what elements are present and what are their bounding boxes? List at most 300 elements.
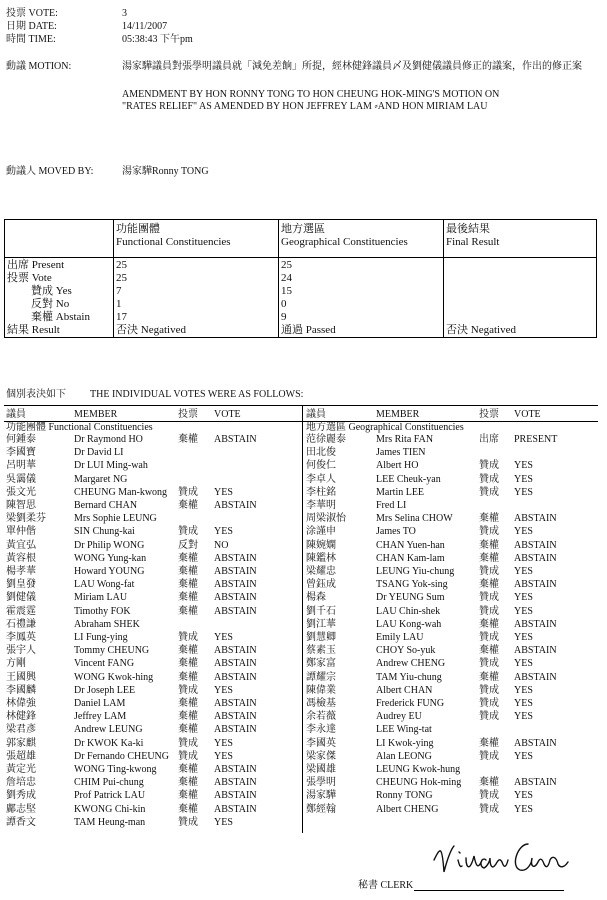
gc-member-name-en: Alan LEONG: [376, 750, 432, 762]
gc-member-name-en: Albert HO: [376, 460, 419, 472]
gc-vote-en: YES: [514, 526, 533, 538]
fc-row: [6, 526, 306, 538]
gc-vote-zh: 棄權: [479, 579, 499, 591]
fc-member-name-zh: 劉健儀: [6, 592, 36, 604]
summary-col-gc: [279, 220, 444, 258]
gc-member-name-en: LEUNG Yiu-chung: [376, 566, 455, 577]
fc-member-name-en: Andrew LEUNG: [74, 724, 143, 736]
fc-vote-zh: 贊成: [178, 750, 198, 762]
fc-member-name-en: Abraham SHEK: [74, 618, 140, 630]
fc-member-name-en: WONG Yung-kan: [74, 552, 147, 564]
gc-vote-en: YES: [514, 790, 533, 802]
fc-vote-zh: 棄權: [178, 711, 198, 723]
summary-final-row-2: [446, 285, 594, 298]
fc-vote-zh: 棄權: [178, 605, 198, 617]
fc-vote-en: YES: [214, 632, 233, 643]
fc-vote-en: ABSTAIN: [214, 566, 257, 577]
col-fc-en: Functional Constituencies: [116, 236, 231, 248]
gc-member-name-zh: 陳偉業: [306, 684, 336, 696]
fc-col-vote-zh: 投票: [178, 409, 198, 420]
summary-label-row-4: 棄權 Abstain: [31, 311, 90, 323]
gc-vote-zh: 贊成: [479, 592, 499, 604]
fc-member-name-en: Dr Joseph LEE: [74, 684, 136, 696]
fc-member-name-zh: 郭家麒: [6, 737, 36, 749]
gc-vote-zh: 棄權: [479, 552, 499, 564]
fc-vote-en: ABSTAIN: [214, 658, 257, 670]
summary-gc-row-3: 0: [281, 298, 287, 310]
gc-vote-en: ABSTAIN: [514, 671, 557, 683]
summary-label-row-1: 投票 Vote: [7, 272, 52, 284]
gc-vote-en: YES: [514, 711, 533, 723]
gc-member-name-en: Fred LI: [376, 500, 407, 511]
summary-gc-cell: [279, 258, 444, 338]
fc-row: [6, 738, 306, 750]
fc-member-name-zh: 李國寶: [6, 447, 36, 459]
fc-row: [6, 592, 306, 604]
gc-member-name-en: LEE Cheuk-yan: [376, 473, 441, 485]
gc-row: [306, 434, 606, 446]
fc-vote-en: YES: [214, 750, 233, 762]
fc-row: [6, 711, 306, 723]
gc-vote-zh: 贊成: [479, 711, 499, 723]
fc-col-member-zh: 議員: [6, 409, 26, 420]
fc-row: [6, 790, 306, 802]
fc-vote-en: ABSTAIN: [214, 698, 257, 709]
gc-row: [306, 764, 606, 776]
gc-vote-en: YES: [514, 566, 533, 577]
fc-vote-zh: 棄權: [178, 803, 198, 815]
gc-vote-en: YES: [514, 632, 533, 643]
fc-row: [6, 474, 306, 486]
fc-member-name-zh: 呂明華: [6, 460, 36, 472]
fc-vote-en: ABSTAIN: [214, 711, 257, 723]
fc-member-name-en: Margaret NG: [74, 473, 128, 485]
fc-row: [6, 698, 306, 710]
gc-row: [306, 790, 606, 802]
gc-vote-en: YES: [514, 486, 533, 498]
fc-vote-en: ABSTAIN: [214, 434, 257, 445]
gc-row: [306, 804, 606, 816]
fc-section-heading: 功能團體 Functional Constituencies: [6, 422, 153, 433]
fc-row: [6, 685, 306, 697]
summary-label-row-5: 結果 Result: [7, 324, 60, 336]
summary-col-final: [444, 220, 597, 258]
fc-vote-en: ABSTAIN: [214, 645, 257, 657]
date-value: 14/11/2007: [122, 21, 168, 32]
summary-label-row-2: 贊成 Yes: [31, 285, 72, 297]
fc-row: [6, 817, 306, 829]
gc-member-name-zh: 李柱銘: [306, 486, 336, 498]
fc-row: [6, 619, 306, 631]
gc-member-name-zh: 鄭家富: [306, 658, 336, 670]
gc-row: [306, 751, 606, 763]
clerk-label: 秘書 CLERK: [358, 880, 414, 891]
time-label: 時間 TIME:: [6, 34, 56, 45]
gc-vote-zh: 贊成: [479, 486, 499, 498]
summary-body-row: [5, 258, 597, 338]
gc-col-member-en: MEMBER: [376, 409, 420, 420]
gc-row: [306, 592, 606, 604]
gc-member-name-zh: 何俊仁: [306, 460, 336, 472]
gc-vote-en: YES: [514, 658, 533, 670]
motion-text-en-line2: "RATES RELIEF" AS AMENDED BY HON JEFFREY LAM ⸗AND HON MIRIAM LAU: [122, 101, 488, 112]
col-gc-en: Geographical Constituencies: [281, 236, 408, 248]
fc-member-name-zh: 劉秀成: [6, 790, 36, 802]
fc-vote-zh: 棄權: [178, 698, 198, 709]
fc-vote-zh: 棄權: [178, 658, 198, 670]
summary-final-cell: [444, 258, 597, 338]
gc-member-name-en: LAU Kong-wah: [376, 618, 442, 630]
fc-row: [6, 632, 306, 644]
moved-by-value: 湯家驊Ronny TONG: [122, 166, 209, 177]
fc-member-name-en: Dr Philip WONG: [74, 539, 145, 551]
gc-vote-en: YES: [514, 698, 533, 709]
gc-member-name-zh: 鄭經翰: [306, 803, 336, 815]
gc-vote-zh: 贊成: [479, 460, 499, 472]
fc-row: [6, 645, 306, 657]
moved-by-label: 動議人 MOVED BY:: [6, 166, 94, 177]
gc-vote-en: PRESENT: [514, 434, 558, 445]
gc-member-name-en: Martin LEE: [376, 486, 425, 498]
gc-member-name-zh: 劉千石: [306, 605, 336, 617]
gc-row: [306, 526, 606, 538]
gc-col-vote-en: VOTE: [514, 409, 541, 420]
fc-vote-zh: 棄權: [178, 764, 198, 775]
vote-value: 3: [122, 8, 127, 19]
fc-member-name-en: Prof Patrick LAU: [74, 790, 146, 802]
gc-section-heading: 地方選區 Geographical Constituencies: [306, 422, 464, 433]
gc-vote-en: YES: [514, 803, 533, 815]
gc-member-name-zh: 李卓人: [306, 473, 336, 485]
fc-member-name-zh: 黃容根: [6, 552, 36, 564]
gc-member-name-en: LEE Wing-tat: [376, 724, 432, 736]
fc-row: [6, 658, 306, 670]
gc-vote-zh: 棄權: [479, 618, 499, 630]
gc-col-vote-zh: 投票: [479, 409, 499, 420]
gc-member-name-en: CHAN Yuen-han: [376, 539, 445, 551]
fc-member-name-en: SIN Chung-kai: [74, 526, 135, 538]
summary-col-fc: [114, 220, 279, 258]
gc-vote-en: ABSTAIN: [514, 539, 557, 551]
summary-fc-row-3: 1: [116, 298, 122, 310]
fc-member-name-en: LAU Wong-fat: [74, 579, 135, 591]
fc-member-name-zh: 詹培忠: [6, 777, 36, 789]
fc-member-name-en: Tommy CHEUNG: [74, 645, 150, 657]
fc-member-name-zh: 吳靄儀: [6, 473, 36, 485]
gc-row: [306, 579, 606, 591]
gc-vote-zh: 贊成: [479, 684, 499, 696]
individual-title-zh: 個別表決如下: [6, 389, 66, 400]
fc-member-name-zh: 張超雄: [6, 750, 36, 762]
fc-vote-zh: 棄權: [178, 790, 198, 802]
gc-row: [306, 672, 606, 684]
fc-vote-en: YES: [214, 486, 233, 498]
gc-vote-zh: 贊成: [479, 750, 499, 762]
gc-member-name-zh: 楊森: [306, 592, 326, 604]
gc-vote-en: YES: [514, 750, 533, 762]
gc-row: [306, 724, 606, 736]
fc-member-name-zh: 王國興: [6, 671, 36, 683]
fc-member-name-en: WONG Kwok-hing: [74, 671, 154, 683]
fc-vote-en: NO: [214, 539, 229, 551]
fc-row: [6, 513, 306, 525]
motion-text-en-line1: AMENDMENT BY HON RONNY TONG TO HON CHEUNG HOK-MING'S MOTION ON: [122, 89, 500, 100]
fc-member-name-zh: 單仲偕: [6, 526, 36, 538]
fc-member-name-en: Vincent FANG: [74, 658, 135, 670]
gc-vote-zh: 贊成: [479, 632, 499, 643]
fc-vote-en: ABSTAIN: [214, 592, 257, 604]
fc-member-name-zh: 鄺志堅: [6, 803, 36, 815]
fc-vote-zh: 棄權: [178, 592, 198, 604]
gc-member-name-en: Albert CHENG: [376, 803, 439, 815]
gc-row: [306, 658, 606, 670]
fc-vote-zh: 贊成: [178, 632, 198, 643]
fc-vote-en: ABSTAIN: [214, 724, 257, 736]
gc-vote-zh: 棄權: [479, 645, 499, 657]
gc-vote-en: ABSTAIN: [514, 618, 557, 630]
gc-vote-zh: 贊成: [479, 473, 499, 485]
gc-member-name-zh: 張學明: [306, 777, 336, 789]
col-final-zh: 最後結果: [446, 223, 490, 235]
col-fc-zh: 功能團體: [116, 223, 160, 235]
gc-vote-zh: 贊成: [479, 566, 499, 577]
gc-vote-en: YES: [514, 592, 533, 604]
fc-member-name-zh: 林健鋒: [6, 711, 36, 723]
fc-member-name-zh: 張宇人: [6, 645, 36, 657]
fc-member-name-en: Dr David LI: [74, 447, 124, 459]
fc-vote-en: ABSTAIN: [214, 764, 257, 775]
gc-member-name-zh: 余若薇: [306, 711, 336, 723]
time-value: 05:38:43 下午pm: [122, 34, 193, 45]
gc-row: [306, 566, 606, 578]
vote-label: 投票 VOTE:: [6, 8, 58, 19]
gc-row: [306, 447, 606, 459]
fc-vote-zh: 棄權: [178, 645, 198, 657]
gc-member-name-en: CHAN Kam-lam: [376, 552, 445, 564]
gc-vote-zh: 棄權: [479, 777, 499, 789]
fc-row: [6, 606, 306, 618]
gc-member-name-zh: 李永達: [306, 724, 336, 736]
fc-row: [6, 553, 306, 565]
fc-member-name-en: Dr LUI Ming-wah: [74, 460, 148, 472]
fc-vote-zh: 棄權: [178, 500, 198, 511]
fc-member-name-en: CHIM Pui-chung: [74, 777, 144, 789]
fc-member-name-zh: 陳智思: [6, 500, 36, 511]
clerk-signature: [432, 838, 572, 878]
gc-vote-en: YES: [514, 684, 533, 696]
fc-vote-en: ABSTAIN: [214, 579, 257, 591]
gc-row: [306, 553, 606, 565]
fc-vote-en: YES: [214, 526, 233, 538]
summary-final-row-5: 否決 Negatived: [446, 324, 516, 336]
col-final-en: Final Result: [446, 236, 500, 248]
gc-col-member-zh: 議員: [306, 409, 326, 420]
fc-member-name-en: WONG Ting-kwong: [74, 764, 157, 775]
summary-fc-row-5: 否決 Negatived: [116, 324, 186, 336]
fc-member-name-zh: 黃定光: [6, 764, 36, 775]
gc-vote-zh: 贊成: [479, 526, 499, 538]
fc-vote-zh: 棄權: [178, 579, 198, 591]
summary-fc-row-0: 25: [116, 259, 127, 271]
fc-member-name-zh: 譚香文: [6, 816, 36, 828]
gc-member-name-zh: 梁耀忠: [306, 566, 336, 577]
fc-member-name-zh: 梁君彥: [6, 724, 36, 736]
gc-row: [306, 777, 606, 789]
fc-member-name-en: KWONG Chi-kin: [74, 803, 146, 815]
date-label: 日期 DATE:: [6, 21, 57, 32]
gc-row: [306, 685, 606, 697]
gc-row: [306, 500, 606, 512]
gc-vote-zh: 贊成: [479, 605, 499, 617]
summary-fc-row-1: 25: [116, 272, 127, 284]
fc-row: [6, 804, 306, 816]
fc-member-name-zh: 方剛: [6, 658, 26, 670]
fc-vote-zh: 贊成: [178, 526, 198, 538]
fc-row: [6, 724, 306, 736]
summary-gc-row-4: 9: [281, 311, 287, 323]
fc-member-name-zh: 李國麟: [6, 684, 36, 696]
summary-gc-row-0: 25: [281, 259, 292, 271]
summary-gc-row-1: 24: [281, 272, 292, 284]
gc-member-name-zh: 范徐麗泰: [306, 434, 346, 445]
gc-member-name-en: LI Kwok-ying: [376, 737, 434, 749]
gc-member-name-zh: 曾鈺成: [306, 579, 336, 591]
gc-vote-zh: 棄權: [479, 513, 499, 525]
fc-row: [6, 751, 306, 763]
gc-vote-en: ABSTAIN: [514, 513, 557, 525]
motion-label: 動議 MOTION:: [6, 61, 72, 72]
fc-row: [6, 460, 306, 472]
fc-vote-en: ABSTAIN: [214, 552, 257, 564]
gc-row: [306, 738, 606, 750]
col-gc-zh: 地方選區: [281, 223, 325, 235]
fc-vote-zh: 棄權: [178, 777, 198, 789]
gc-vote-en: ABSTAIN: [514, 552, 557, 564]
gc-row: [306, 711, 606, 723]
gc-member-name-en: James TO: [376, 526, 416, 538]
gc-vote-zh: 棄權: [479, 539, 499, 551]
gc-vote-zh: 贊成: [479, 803, 499, 815]
summary-final-row-3: [446, 298, 594, 311]
gc-member-name-en: TSANG Yok-sing: [376, 579, 448, 591]
fc-row: [6, 500, 306, 512]
gc-member-name-en: CHEUNG Hok-ming: [376, 777, 462, 789]
gc-member-name-en: Mrs Selina CHOW: [376, 513, 453, 525]
fc-row: [6, 579, 306, 591]
gc-row: [306, 619, 606, 631]
fc-member-name-en: Dr Raymond HO: [74, 434, 143, 445]
gc-vote-en: ABSTAIN: [514, 645, 557, 657]
gc-member-name-en: LEUNG Kwok-hung: [376, 764, 461, 775]
fc-member-name-en: Bernard CHAN: [74, 500, 138, 511]
summary-corner-cell: [5, 220, 114, 258]
gc-row: [306, 540, 606, 552]
fc-vote-en: YES: [214, 737, 233, 749]
fc-member-name-en: CHEUNG Man-kwong: [74, 486, 168, 498]
summary-header-row: [5, 220, 597, 258]
gc-row: [306, 698, 606, 710]
gc-member-name-zh: 田北俊: [306, 447, 336, 459]
fc-row: [6, 566, 306, 578]
gc-vote-en: ABSTAIN: [514, 737, 557, 749]
fc-member-name-zh: 石禮謙: [6, 618, 36, 630]
fc-member-name-zh: 林偉強: [6, 698, 36, 709]
fc-vote-zh: 贊成: [178, 486, 198, 498]
fc-member-name-zh: 李鳳英: [6, 632, 36, 643]
gc-member-name-zh: 蔡素玉: [306, 645, 336, 657]
gc-member-name-en: Audrey EU: [376, 711, 422, 723]
gc-member-name-zh: 梁家傑: [306, 750, 336, 762]
gc-member-name-zh: 譚耀宗: [306, 671, 336, 683]
gc-member-name-en: James TIEN: [376, 447, 426, 459]
gc-member-name-zh: 涂謹申: [306, 526, 336, 538]
fc-vote-en: ABSTAIN: [214, 500, 257, 511]
rule-top: [4, 405, 598, 406]
gc-row: [306, 474, 606, 486]
gc-member-name-en: Mrs Rita FAN: [376, 434, 434, 445]
fc-vote-en: ABSTAIN: [214, 671, 257, 683]
fc-member-name-en: Howard YOUNG: [74, 566, 145, 577]
fc-vote-zh: 棄權: [178, 671, 198, 683]
fc-vote-zh: 贊成: [178, 684, 198, 696]
fc-member-name-en: Dr Fernando CHEUNG: [74, 750, 169, 762]
fc-row: [6, 540, 306, 552]
gc-vote-en: ABSTAIN: [514, 579, 557, 591]
gc-member-name-en: Frederick FUNG: [376, 698, 445, 709]
gc-member-name-en: TAM Yiu-chung: [376, 671, 442, 683]
fc-member-name-zh: 何鍾泰: [6, 434, 36, 445]
fc-col-member-en: MEMBER: [74, 409, 118, 420]
gc-vote-en: YES: [514, 605, 533, 617]
gc-member-name-zh: 劉慧卿: [306, 632, 336, 643]
summary-label-row-3: 反對 No: [31, 298, 70, 310]
gc-row: [306, 513, 606, 525]
gc-member-name-en: Ronny TONG: [376, 790, 433, 802]
gc-row: [306, 632, 606, 644]
gc-member-name-en: Albert CHAN: [376, 684, 433, 696]
summary-final-row-0: [446, 259, 594, 272]
fc-member-name-en: Timothy FOK: [74, 605, 131, 617]
gc-vote-zh: 贊成: [479, 698, 499, 709]
fc-member-name-en: LI Fung-ying: [74, 632, 128, 643]
fc-member-name-en: Dr KWOK Ka-ki: [74, 737, 144, 749]
gc-member-name-en: LAU Chin-shek: [376, 605, 441, 617]
summary-final-row-4: [446, 311, 594, 324]
fc-vote-zh: 贊成: [178, 816, 198, 828]
gc-member-name-zh: 梁國雄: [306, 764, 336, 775]
fc-vote-zh: 棄權: [178, 566, 198, 577]
gc-member-name-en: CHOY So-yuk: [376, 645, 436, 657]
fc-vote-zh: 棄權: [178, 724, 198, 736]
gc-row: [306, 645, 606, 657]
fc-member-name-zh: 霍震霆: [6, 605, 36, 617]
gc-row: [306, 606, 606, 618]
gc-member-name-zh: 湯家驊: [306, 790, 336, 802]
fc-vote-zh: 贊成: [178, 737, 198, 749]
summary-gc-row-5: 通過 Passed: [281, 324, 336, 336]
fc-row: [6, 777, 306, 789]
fc-vote-en: ABSTAIN: [214, 803, 257, 815]
gc-member-name-zh: 李華明: [306, 500, 336, 511]
fc-vote-en: ABSTAIN: [214, 605, 257, 617]
gc-member-name-en: Emily LAU: [376, 632, 424, 643]
fc-member-name-en: TAM Heung-man: [74, 816, 146, 828]
gc-vote-zh: 贊成: [479, 790, 499, 802]
fc-vote-en: ABSTAIN: [214, 777, 257, 789]
gc-vote-en: ABSTAIN: [514, 777, 557, 789]
fc-member-name-en: Mrs Sophie LEUNG: [74, 513, 157, 525]
gc-row: [306, 487, 606, 499]
